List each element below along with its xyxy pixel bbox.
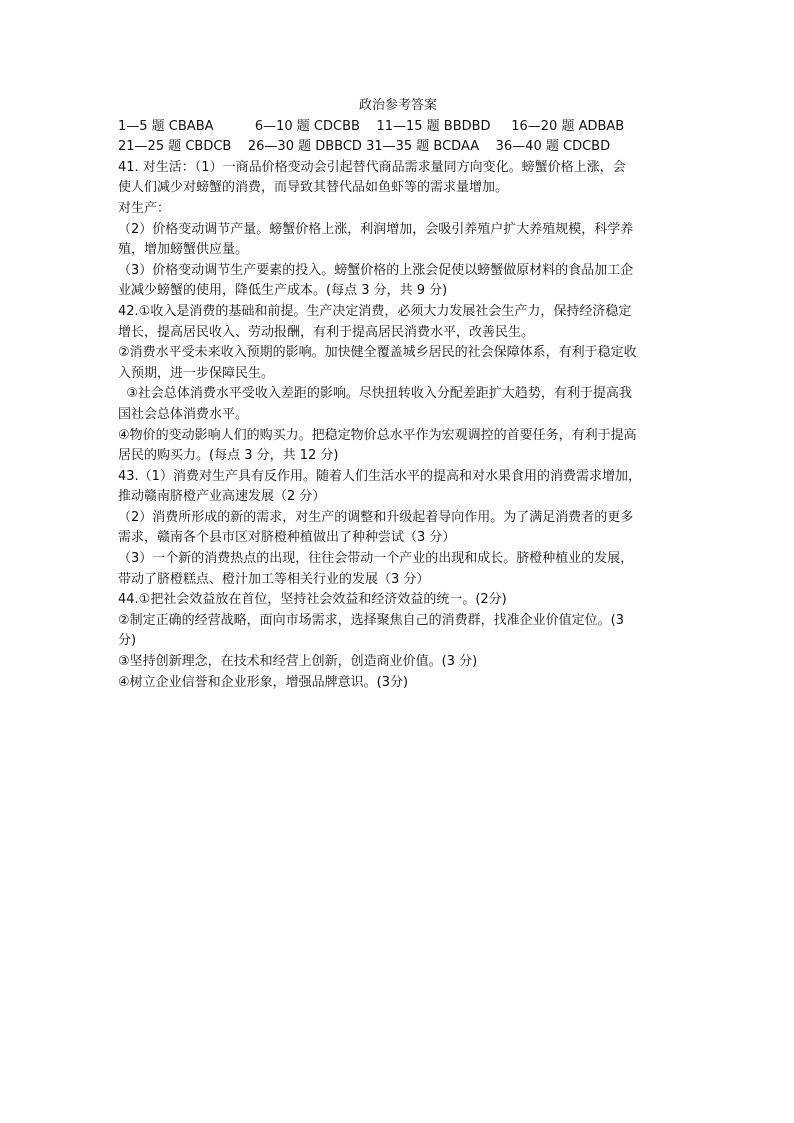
answer-line-q41-3: 对生产： xyxy=(118,200,171,216)
answer-line-q41-5: 殖，增加螃蟹供应量。 xyxy=(118,242,249,258)
answer-line-q42-3: ②消费水平受未来收入预期的影响。加快健全覆盖城乡居民的社会保障体系，有利于稳定收 xyxy=(118,345,637,361)
answer-line-q42-1: 42.①收入是消费的基础和前提。生产决定消费，必须大力发展社会生产力，保持经济稳定 xyxy=(118,303,632,319)
answer-line-q43-1: 43.（1）消费对生产具有反作用。随着人们生活水平的提高和对水果食用的消费需求增加， xyxy=(118,468,641,484)
answer-line-q43-6: 带动了脐橙糕点、橙汁加工等相关行业的发展（3 分） xyxy=(118,571,430,587)
answer-line-q41-2: 使人们减少对螃蟹的消费，而导致其替代品如鱼虾等的需求量增加。 xyxy=(118,180,509,196)
answer-key-content xyxy=(118,96,678,693)
answer-line-q44-2: ②制定正确的经营战略，面向市场需求，选择聚焦自己的消费群，找准企业价值定位。(3 xyxy=(118,612,624,628)
answer-line-q42-4: 入预期，进一步保障民生。 xyxy=(118,365,275,381)
answer-line-q43-4: 需求，赣南各个县市区对脐橙种植做出了种种尝试（3 分） xyxy=(118,530,456,546)
answer-line-q42-7: ④物价的变动影响人们的购买力。把稳定物价总水平作为宏观调控的首要任务，有利于提高 xyxy=(118,427,637,443)
document-title: 政治参考答案 xyxy=(358,98,437,113)
answer-line-q41-7: 业减少螃蟹的使用，降低生产成本。(每点 3 分，共 9 分) xyxy=(118,283,448,299)
answer-line-q44-5: ④树立企业信誉和企业形象，增强品牌意识。(3分) xyxy=(118,674,409,690)
answer-line-q42-2: 增长，提高居民收入、劳动报酬，有利于提高居民消费水平，改善民生。 xyxy=(118,324,535,340)
answer-line-q43-3: （2）消费所形成的新的需求，对生产的调整和升级起着导向作用。为了满足消费者的更多 xyxy=(118,509,634,525)
answer-line-q42-6: 国社会总体消费水平。 xyxy=(118,406,249,422)
answer-line-mc-2: 21—25 题 CBDCB 26—30 题 DBBCD 31—35 题 BCDAA 36—40 题 CDCBD xyxy=(118,139,611,155)
answer-line-q41-4: （2）价格变动调节产量。螃蟹价格上涨，利润增加，会吸引养殖户扩大养殖规模，科学养 xyxy=(118,221,634,237)
answer-line-mc-1: 1—5 题 CBABA 6—10 题 CDCBB 11—15 题 BBDBD 16—20 题 ADBAB xyxy=(118,118,625,134)
answer-line-q43-2: 推动赣南脐橙产业高速发展（2 分） xyxy=(118,489,326,505)
answer-line-q41-1: 41. 对生活：（1）一商品价格变动会引起替代商品需求量同方向变化。螃蟹价格上涨，会 xyxy=(118,159,626,175)
answer-line-q44-1: 44.①把社会效益放在首位，坚持社会效益和经济效益的统一。(2分) xyxy=(118,592,507,608)
answer-line-q41-6: （3）价格变动调节生产要素的投入。螃蟹价格的上涨会促使以螃蟹做原材料的食品加工企 xyxy=(118,262,634,278)
answer-line-q43-5: （3）一个新的消费热点的出现，往往会带动一个产业的出现和成长。脐橙种植业的发展， xyxy=(118,551,634,567)
answer-line-q42-8: 居民的购买力。(每点 3 分，共 12 分) xyxy=(118,448,339,464)
answer-line-q44-4: ③坚持创新理念，在技术和经营上创新，创造商业价值。(3 分) xyxy=(118,654,478,670)
answer-line-q42-5: ③社会总体消费水平受收入差距的影响。尽快扭转收入分配差距扩大趋势，有利于提高我 xyxy=(118,386,632,402)
answer-line-q44-3: 分) xyxy=(118,633,137,649)
